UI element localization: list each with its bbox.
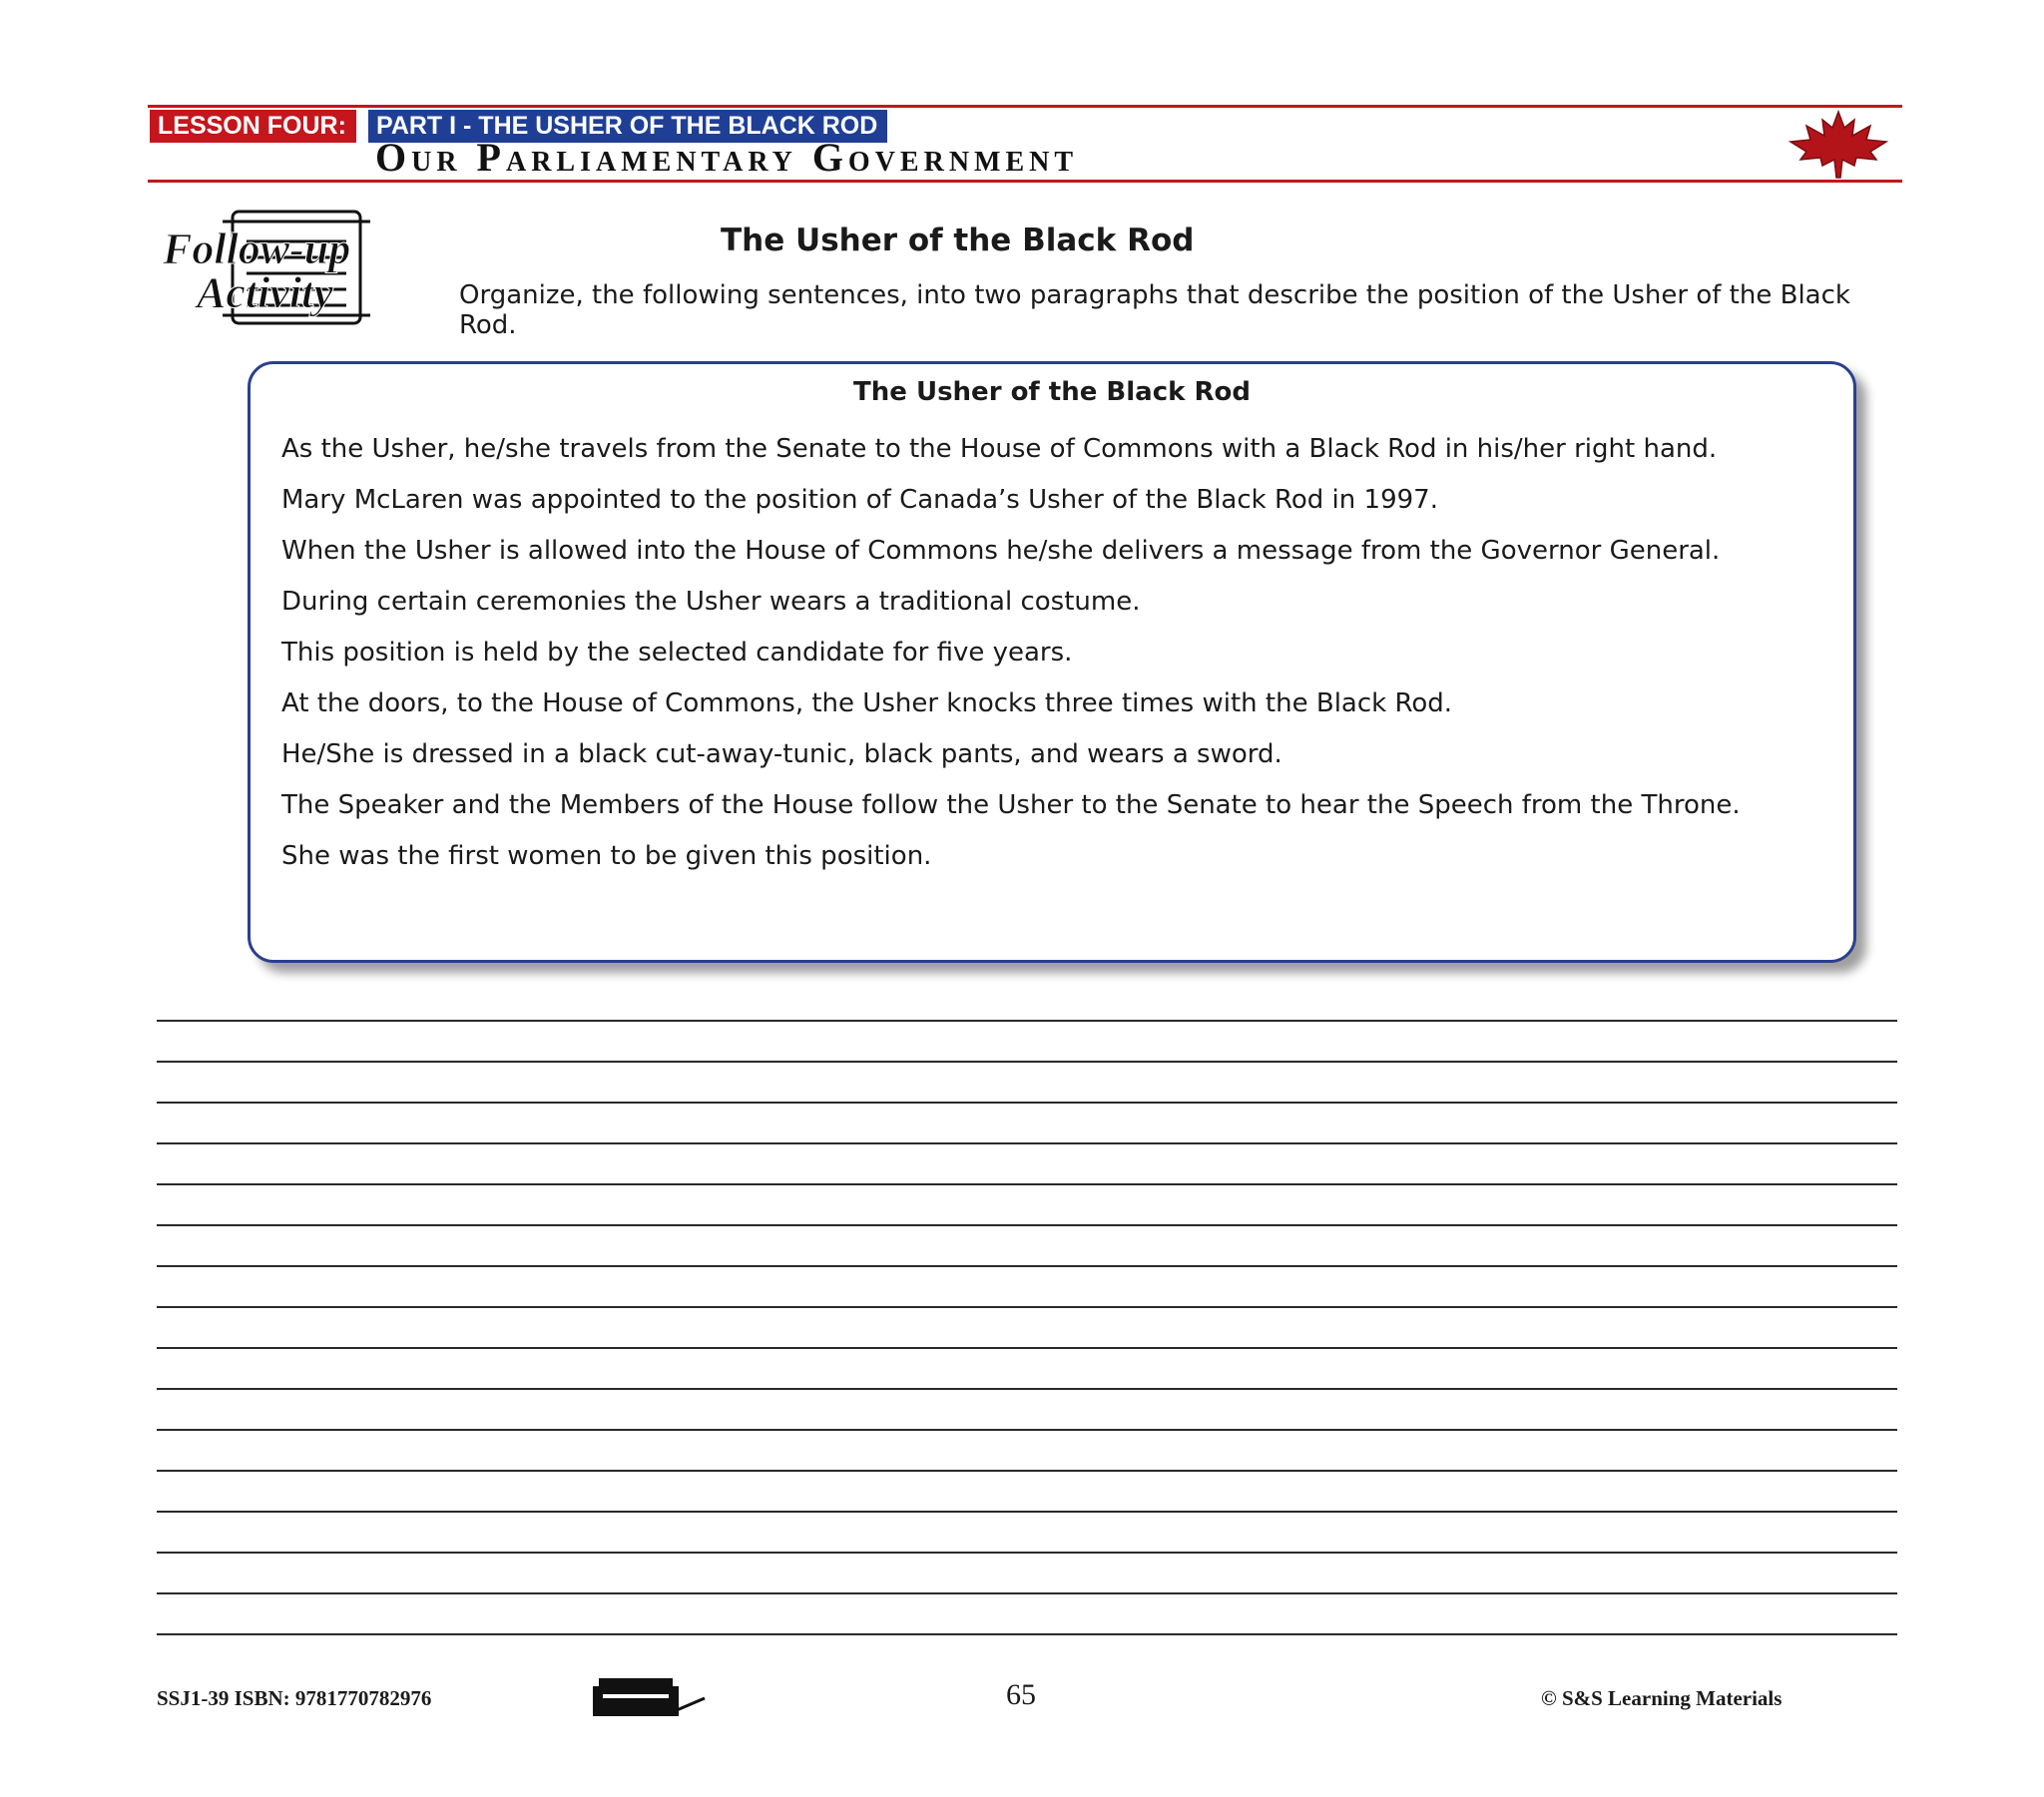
sentence-item: When the Usher is allowed into the House of Commons he/she delivers a message from the Governor General. [281,536,1721,566]
sentence-item: She was the first women to be given this position. [281,841,932,871]
sentence-item: At the doors, to the House of Commons, the Usher knocks three times with the Black Rod. [281,688,1453,718]
page-title: Our Parliamentary Government [375,135,1079,180]
photocopier-icon [589,1674,709,1720]
page-number: 65 [1006,1678,1036,1711]
sentence-list [281,434,1838,892]
writing-line[interactable] [157,1226,1897,1267]
writing-line[interactable] [157,1267,1897,1308]
sentence-item: The Speaker and the Members of the House follow the Usher to the Senate to hear the Speech from the Throne. [281,790,1741,820]
writing-line[interactable] [157,1308,1897,1349]
writing-line[interactable] [157,1144,1897,1185]
writing-line[interactable] [157,1104,1897,1144]
sentence-box-title: The Usher of the Black Rod [853,377,1251,407]
writing-line[interactable] [157,1431,1897,1472]
sentence-item: He/She is dressed in a black cut-away-tunic, black pants, and wears a sword. [281,739,1282,769]
sentence-item: As the Usher, he/she travels from the Senate to the House of Commons with a Black Rod in his/her right hand. [281,434,1718,464]
activity-instructions: Organize, the following sentences, into two paragraphs that describe the position of the Usher of the Black Rod. [459,280,1850,340]
footer-copyright: © S&S Learning Materials [1541,1686,1783,1710]
writing-line[interactable] [157,1185,1897,1226]
header-top-rule [148,105,1902,108]
maple-leaf-icon [1783,108,1894,180]
writing-line[interactable] [157,1594,1897,1635]
badge-line-2: Activity [197,268,333,317]
writing-line[interactable] [157,1063,1897,1104]
writing-lines[interactable] [157,1020,1897,1635]
sentence-item: This position is held by the selected candidate for five years. [281,638,1073,668]
sentence-item: Mary McLaren was appointed to the position of Canada’s Usher of the Black Rod in 1997. [281,485,1438,515]
sentence-item: During certain ceremonies the Usher wears a traditional costume. [281,587,1141,617]
writing-line[interactable] [157,1022,1897,1063]
writing-line[interactable] [157,1390,1897,1431]
follow-up-activity-badge [157,208,434,329]
part-label: PART I - THE USHER OF THE BLACK ROD [368,110,887,143]
header-bottom-rule [148,180,1902,183]
footer-code-isbn: SSJ1-39 ISBN: 9781770782976 [157,1686,432,1710]
writing-line[interactable] [157,1349,1897,1390]
activity-heading: The Usher of the Black Rod [721,223,1195,258]
lesson-label: LESSON FOUR: [150,110,356,143]
sentence-box [248,361,1856,963]
writing-line[interactable] [157,1554,1897,1594]
writing-line[interactable] [157,1472,1897,1513]
badge-line-1: Follow-up [163,225,351,273]
writing-line[interactable] [157,1513,1897,1554]
